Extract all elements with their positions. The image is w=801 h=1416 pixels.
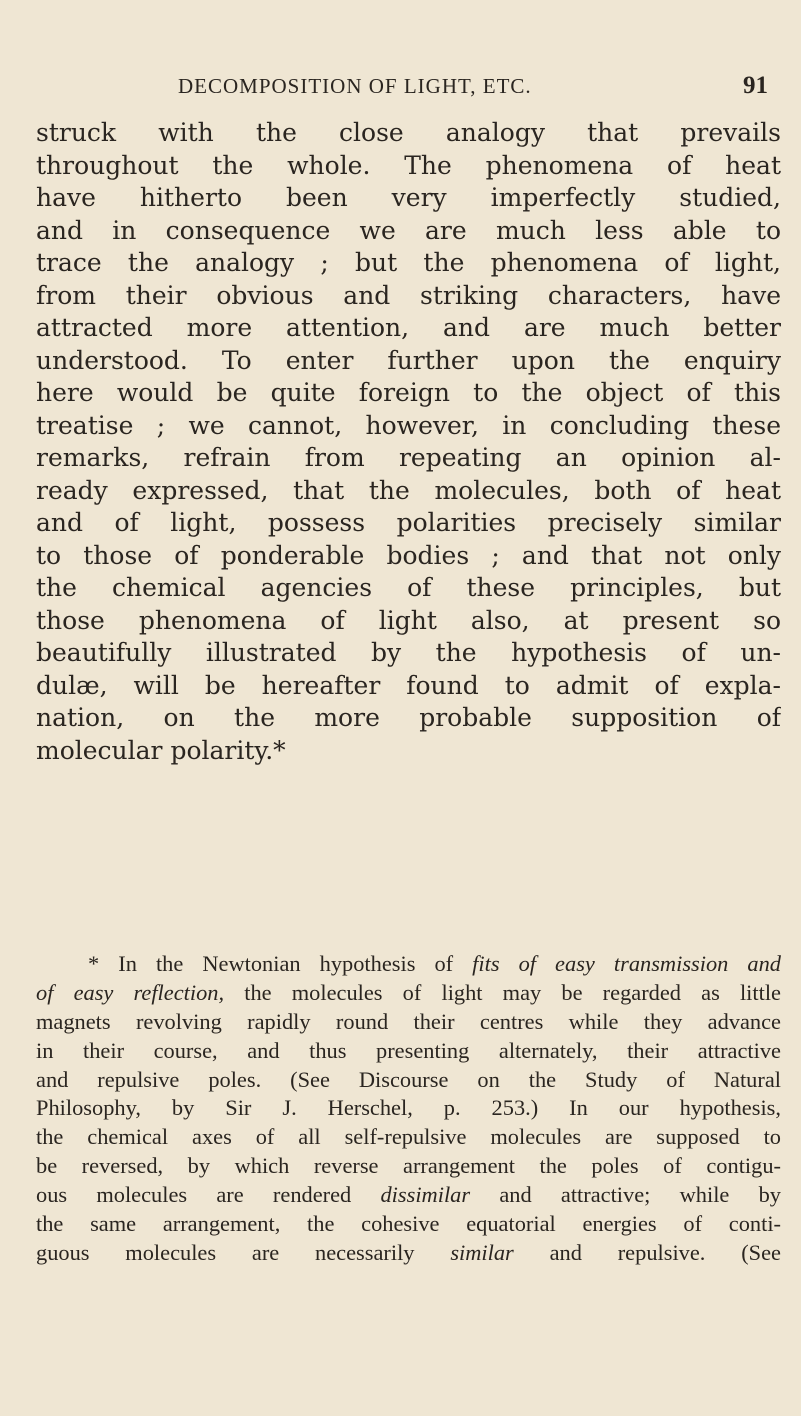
footnote (36, 950, 781, 1268)
running-title: DECOMPOSITION OF LIGHT, ETC. (178, 74, 532, 98)
footnote-line: guous molecules are necessarily similar and repulsive. (See (36, 1239, 781, 1265)
text-line: the chemical agencies of these principles, but (36, 573, 781, 602)
text-line: treatise ; we cannot, however, in concluding these (36, 410, 781, 440)
text-line: have hitherto been very imperfectly studied, (36, 183, 781, 212)
text-line: and in consequence we are much less able to (36, 215, 781, 245)
footnote-line: of easy reflection, the molecules of light may be regarded as little (36, 979, 781, 1005)
text-line: throughout the whole. The phenomena of heat (36, 150, 781, 180)
text-line: to those of ponderable bodies ; and that not only (36, 540, 781, 570)
text-line: ready expressed, that the molecules, both of heat (36, 475, 781, 505)
text-line: beautifully illustrated by the hypothesis of un- (36, 638, 781, 667)
text-line: nation, on the more probable supposition of (36, 703, 781, 732)
text-line: struck with the close analogy that prevails (36, 118, 781, 147)
footnote-line: ous molecules are rendered dissimilar and attractive; while by (36, 1182, 781, 1208)
footnote-line: in their course, and thus presenting alternately, their attractive (36, 1037, 781, 1063)
text-line: attracted more attention, and are much better (36, 313, 781, 342)
page-number: 91 (743, 72, 768, 99)
text-line: dulæ, will be hereafter found to admit of expla- (36, 670, 781, 700)
text-line: molecular polarity.* (36, 735, 286, 765)
footnote-line: and repulsive poles. (See Discourse on the Study of Natural (36, 1066, 781, 1092)
text-line: trace the analogy ; but the phenomena of light, (36, 248, 781, 277)
page-header (178, 72, 768, 100)
footnote-line: the chemical axes of all self-repulsive molecules are supposed to (36, 1124, 781, 1150)
footnote-line: be reversed, by which reverse arrangement the poles of contigu- (36, 1153, 781, 1179)
text-line: those phenomena of light also, at present so (36, 605, 781, 635)
text-line: remarks, refrain from repeating an opinion al- (36, 443, 781, 472)
text-line: from their obvious and striking characters, have (36, 280, 781, 310)
footnote-line: Philosophy, by Sir J. Herschel, p. 253.) In our hypothesis, (36, 1095, 781, 1121)
text-line: here would be quite foreign to the object of this (36, 378, 781, 407)
text-line: understood. To enter further upon the enquiry (36, 345, 781, 375)
footnote-line: * In the Newtonian hypothesis of fits of easy transmission and (88, 951, 781, 976)
text-line: and of light, possess polarities precisely similar (36, 508, 781, 537)
body-paragraph (36, 117, 781, 767)
footnote-line: magnets revolving rapidly round their centres while they advance (36, 1008, 781, 1034)
footnote-line: the same arrangement, the cohesive equatorial energies of conti- (36, 1211, 781, 1237)
